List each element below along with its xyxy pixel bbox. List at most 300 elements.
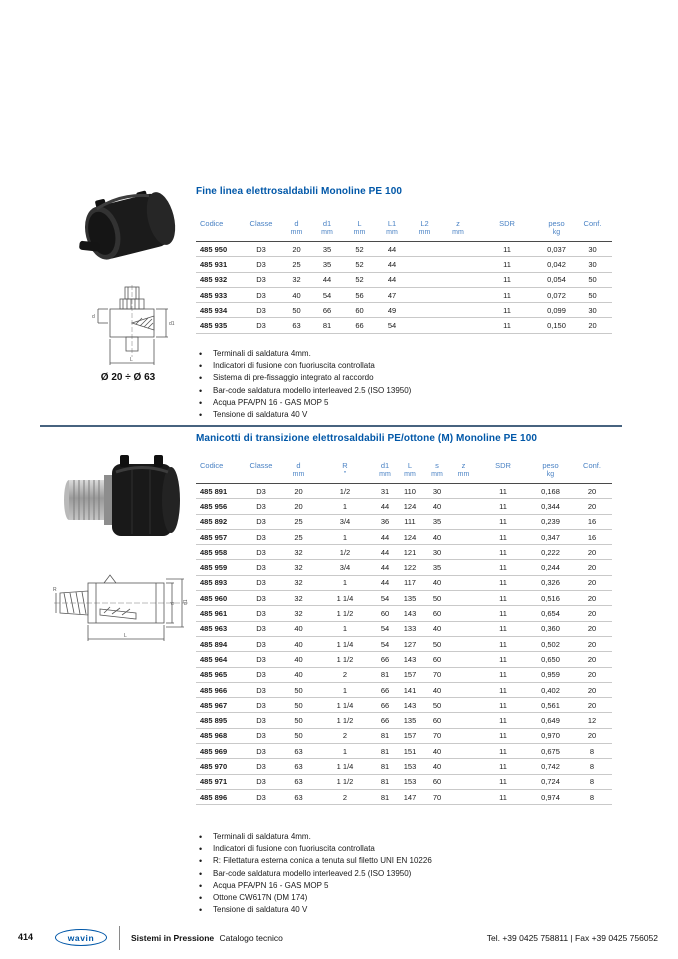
note-item: • Indicatori di fusione con fuoriuscita controllata <box>198 360 622 372</box>
page-footer <box>0 922 678 959</box>
value-cell: 0,650 <box>529 652 572 667</box>
coupling-drawing-graphic <box>52 553 190 653</box>
value-cell <box>407 257 442 272</box>
column-header: d1 mm <box>312 214 342 242</box>
value-cell: 11 <box>477 621 529 636</box>
value-cell: 54 <box>374 621 396 636</box>
value-cell: 40 <box>424 744 450 759</box>
table-row <box>196 606 612 621</box>
value-cell: 11 <box>477 606 529 621</box>
value-cell: 1 <box>316 575 374 590</box>
column-header: s mm <box>424 456 450 484</box>
transition-coupling-product-photo <box>60 450 182 548</box>
value-cell: 50 <box>573 272 612 287</box>
footer-divider <box>119 926 120 950</box>
table-row <box>196 242 612 257</box>
value-cell: 0,561 <box>529 698 572 713</box>
value-cell: 30 <box>424 484 450 499</box>
code-cell: 485 959 <box>196 560 241 575</box>
value-cell: 0,502 <box>529 636 572 651</box>
value-cell: 143 <box>396 652 424 667</box>
value-cell: 25 <box>281 257 312 272</box>
section-divider-rule <box>40 425 622 427</box>
value-cell: 49 <box>377 303 407 318</box>
value-cell: D3 <box>241 759 281 774</box>
value-cell: 70 <box>424 789 450 804</box>
value-cell: 30 <box>573 257 612 272</box>
value-cell: 8 <box>572 759 612 774</box>
value-cell <box>442 318 474 333</box>
value-cell: 20 <box>572 545 612 560</box>
value-cell: 40 <box>281 636 316 651</box>
column-header: Conf. <box>572 456 612 484</box>
value-cell: 0,959 <box>529 667 572 682</box>
column-header: d mm <box>281 214 312 242</box>
table-row <box>196 560 612 575</box>
value-cell: 0,516 <box>529 591 572 606</box>
value-cell <box>450 499 477 514</box>
value-cell: 50 <box>424 698 450 713</box>
value-cell <box>407 242 442 257</box>
value-cell: 127 <box>396 636 424 651</box>
value-cell: 20 <box>281 499 316 514</box>
column-header: SDR <box>474 214 540 242</box>
value-cell: 20 <box>572 636 612 651</box>
value-cell: 11 <box>477 713 529 728</box>
table-row <box>196 621 612 636</box>
table-row <box>196 713 612 728</box>
value-cell: 60 <box>424 606 450 621</box>
note-item: • Bar-code saldatura modello interleaved 2.5 (ISO 13950) <box>198 868 622 880</box>
table-row <box>196 529 612 544</box>
value-cell: 1 1/2 <box>316 774 374 789</box>
table-row <box>196 257 612 272</box>
table-row <box>196 484 612 499</box>
note-item: • Bar-code saldatura modello interleaved 2.5 (ISO 13950) <box>198 385 622 397</box>
value-cell: 44 <box>374 499 396 514</box>
value-cell: 20 <box>572 560 612 575</box>
value-cell: 60 <box>374 606 396 621</box>
value-cell: 40 <box>281 621 316 636</box>
value-cell: 11 <box>477 652 529 667</box>
end-cap-product-photo <box>72 188 182 266</box>
note-item: • Terminali di saldatura 4mm. <box>198 831 622 843</box>
value-cell: D3 <box>241 636 281 651</box>
value-cell: 0,974 <box>529 789 572 804</box>
value-cell: 0,037 <box>540 242 573 257</box>
code-cell: 485 966 <box>196 682 241 697</box>
value-cell: D3 <box>241 484 281 499</box>
value-cell: 32 <box>281 560 316 575</box>
value-cell <box>450 713 477 728</box>
value-cell: 8 <box>572 774 612 789</box>
wavin-logo-text: wavin <box>67 932 95 943</box>
code-cell: 485 957 <box>196 529 241 544</box>
value-cell: 0,970 <box>529 728 572 743</box>
code-cell: 485 963 <box>196 621 241 636</box>
note-item: • Ottone CW617N (DM 174) <box>198 892 622 904</box>
value-cell: 40 <box>424 499 450 514</box>
value-cell: 44 <box>312 272 342 287</box>
value-cell: 32 <box>281 606 316 621</box>
value-cell: 50 <box>281 713 316 728</box>
value-cell: 20 <box>572 652 612 667</box>
code-cell: 485 894 <box>196 636 241 651</box>
value-cell: D3 <box>241 242 281 257</box>
value-cell: 157 <box>396 667 424 682</box>
svg-text:d1: d1 <box>169 321 175 327</box>
code-cell: 485 960 <box>196 591 241 606</box>
note-item: • Sistema di pre-fissaggio integrato al raccordo <box>198 372 622 384</box>
value-cell: 11 <box>477 667 529 682</box>
value-cell <box>450 744 477 759</box>
value-cell: D3 <box>241 591 281 606</box>
value-cell: 54 <box>312 287 342 302</box>
value-cell: 60 <box>424 774 450 789</box>
value-cell: 20 <box>572 499 612 514</box>
value-cell <box>450 774 477 789</box>
code-cell: 485 961 <box>196 606 241 621</box>
table-row <box>196 774 612 789</box>
code-cell: 485 893 <box>196 575 241 590</box>
value-cell <box>450 560 477 575</box>
value-cell: D3 <box>241 698 281 713</box>
value-cell: 133 <box>396 621 424 636</box>
code-cell: 485 931 <box>196 257 241 272</box>
value-cell <box>450 545 477 560</box>
value-cell: 0,326 <box>529 575 572 590</box>
column-header: Classe <box>241 214 281 242</box>
note-item: • R: Filettatura esterna conica a tenuta sul filetto UNI EN 10226 <box>198 855 622 867</box>
value-cell: 20 <box>281 242 312 257</box>
value-cell: D3 <box>241 606 281 621</box>
value-cell: 11 <box>477 728 529 743</box>
value-cell: 11 <box>477 499 529 514</box>
column-header: L2 mm <box>407 214 442 242</box>
value-cell: D3 <box>241 682 281 697</box>
value-cell <box>407 287 442 302</box>
value-cell: D3 <box>241 257 281 272</box>
value-cell <box>450 529 477 544</box>
value-cell: 0,649 <box>529 713 572 728</box>
section2-notes <box>198 831 622 916</box>
value-cell: 1/2 <box>316 484 374 499</box>
catalog-series-label <box>131 933 283 943</box>
column-header: Conf. <box>573 214 612 242</box>
value-cell <box>442 272 474 287</box>
value-cell <box>450 667 477 682</box>
note-item: • Terminali di saldatura 4mm. <box>198 348 622 360</box>
value-cell: 66 <box>374 713 396 728</box>
code-cell: 485 934 <box>196 303 241 318</box>
value-cell: D3 <box>241 499 281 514</box>
value-cell: 35 <box>424 560 450 575</box>
value-cell: 44 <box>377 272 407 287</box>
value-cell: 1 1/4 <box>316 759 374 774</box>
value-cell: 135 <box>396 591 424 606</box>
value-cell: 40 <box>281 667 316 682</box>
value-cell: 0,675 <box>529 744 572 759</box>
series-subtitle: Catalogo tecnico <box>219 933 283 943</box>
value-cell: 1 1/4 <box>316 698 374 713</box>
value-cell: 0,344 <box>529 499 572 514</box>
value-cell: 0,402 <box>529 682 572 697</box>
table-row <box>196 682 612 697</box>
value-cell: 11 <box>477 575 529 590</box>
value-cell: 60 <box>424 652 450 667</box>
svg-text:d: d <box>170 602 176 605</box>
value-cell: 30 <box>573 303 612 318</box>
value-cell: 40 <box>281 652 316 667</box>
value-cell: 54 <box>374 636 396 651</box>
value-cell: 1 1/2 <box>316 652 374 667</box>
value-cell: 2 <box>316 667 374 682</box>
value-cell: D3 <box>241 560 281 575</box>
value-cell: 0,042 <box>540 257 573 272</box>
code-cell: 485 891 <box>196 484 241 499</box>
value-cell: 63 <box>281 759 316 774</box>
value-cell: 44 <box>377 257 407 272</box>
value-cell: D3 <box>241 728 281 743</box>
table-row <box>196 636 612 651</box>
value-cell: 12 <box>572 713 612 728</box>
table-row <box>196 759 612 774</box>
value-cell: 11 <box>477 514 529 529</box>
value-cell: 63 <box>281 789 316 804</box>
value-cell <box>450 575 477 590</box>
value-cell: 1 1/2 <box>316 606 374 621</box>
value-cell: 0,724 <box>529 774 572 789</box>
value-cell: 50 <box>281 698 316 713</box>
value-cell <box>407 272 442 287</box>
value-cell: 16 <box>572 529 612 544</box>
column-header: SDR <box>477 456 529 484</box>
value-cell: 11 <box>477 789 529 804</box>
value-cell: 141 <box>396 682 424 697</box>
value-cell: 32 <box>281 575 316 590</box>
value-cell: D3 <box>241 744 281 759</box>
value-cell: 2 <box>316 789 374 804</box>
value-cell: 50 <box>281 728 316 743</box>
value-cell <box>450 682 477 697</box>
value-cell: D3 <box>241 575 281 590</box>
value-cell: 50 <box>573 287 612 302</box>
table-row <box>196 545 612 560</box>
value-cell: 11 <box>474 287 540 302</box>
value-cell: 81 <box>374 667 396 682</box>
fine-linea-table <box>196 214 612 334</box>
value-cell: 11 <box>474 242 540 257</box>
table-row <box>196 652 612 667</box>
value-cell <box>407 318 442 333</box>
value-cell: 157 <box>396 728 424 743</box>
value-cell: 66 <box>374 652 396 667</box>
value-cell: 20 <box>572 591 612 606</box>
value-cell: 50 <box>281 682 316 697</box>
value-cell: 0,742 <box>529 759 572 774</box>
code-cell: 485 896 <box>196 789 241 804</box>
value-cell <box>407 303 442 318</box>
svg-text:R: R <box>53 587 57 593</box>
value-cell: 0,654 <box>529 606 572 621</box>
value-cell: 124 <box>396 499 424 514</box>
column-header: z mm <box>442 214 474 242</box>
value-cell: 40 <box>424 575 450 590</box>
value-cell: 0,347 <box>529 529 572 544</box>
value-cell: 31 <box>374 484 396 499</box>
column-header: L mm <box>342 214 377 242</box>
value-cell: 16 <box>572 514 612 529</box>
value-cell: 20 <box>572 682 612 697</box>
value-cell: 151 <box>396 744 424 759</box>
value-cell: 66 <box>374 698 396 713</box>
value-cell <box>450 484 477 499</box>
table-row <box>196 499 612 514</box>
value-cell: 54 <box>377 318 407 333</box>
value-cell: 66 <box>342 318 377 333</box>
svg-text:L: L <box>124 633 127 639</box>
value-cell: 1 <box>316 682 374 697</box>
column-header: d1 mm <box>374 456 396 484</box>
value-cell <box>442 287 474 302</box>
code-cell: 485 967 <box>196 698 241 713</box>
table-row <box>196 591 612 606</box>
code-cell: 485 964 <box>196 652 241 667</box>
value-cell: 3/4 <box>316 514 374 529</box>
value-cell: 11 <box>477 698 529 713</box>
value-cell: 1 1/4 <box>316 636 374 651</box>
value-cell: 0,072 <box>540 287 573 302</box>
svg-text:d: d <box>92 314 95 320</box>
value-cell: 40 <box>424 759 450 774</box>
code-cell: 485 895 <box>196 713 241 728</box>
value-cell: D3 <box>241 529 281 544</box>
value-cell <box>450 514 477 529</box>
value-cell: 35 <box>312 242 342 257</box>
value-cell: 81 <box>374 744 396 759</box>
value-cell: 32 <box>281 545 316 560</box>
end-cap-technical-drawing <box>82 283 182 371</box>
code-cell: 485 969 <box>196 744 241 759</box>
value-cell <box>450 698 477 713</box>
series-name: Sistemi in Pressione <box>131 933 215 943</box>
value-cell <box>450 789 477 804</box>
value-cell: 11 <box>477 591 529 606</box>
value-cell <box>450 606 477 621</box>
value-cell: 111 <box>396 514 424 529</box>
value-cell: 20 <box>573 318 612 333</box>
column-header: peso kg <box>540 214 573 242</box>
value-cell: 110 <box>396 484 424 499</box>
value-cell: 11 <box>477 744 529 759</box>
value-cell: 30 <box>573 242 612 257</box>
value-cell: 81 <box>374 759 396 774</box>
svg-text:L: L <box>130 357 133 363</box>
value-cell: 30 <box>424 545 450 560</box>
section1-notes <box>198 348 622 421</box>
value-cell: 81 <box>374 728 396 743</box>
value-cell: 47 <box>377 287 407 302</box>
transition-coupling-technical-drawing <box>52 553 190 653</box>
value-cell: 117 <box>396 575 424 590</box>
value-cell: 153 <box>396 759 424 774</box>
table-row <box>196 728 612 743</box>
value-cell: 1 <box>316 744 374 759</box>
value-cell: 11 <box>477 529 529 544</box>
value-cell: 81 <box>312 318 342 333</box>
wavin-logo <box>55 929 107 946</box>
column-header: Classe <box>241 456 281 484</box>
value-cell: 44 <box>374 529 396 544</box>
column-header: z mm <box>450 456 477 484</box>
end-cap-photo-graphic <box>72 188 182 266</box>
value-cell: 66 <box>374 682 396 697</box>
value-cell: 52 <box>342 272 377 287</box>
value-cell: 1 1/2 <box>316 713 374 728</box>
contact-info: Tel. +39 0425 758811 | Fax +39 0425 756052 <box>486 933 658 943</box>
value-cell: 81 <box>374 774 396 789</box>
value-cell: D3 <box>241 652 281 667</box>
code-cell: 485 892 <box>196 514 241 529</box>
value-cell: 0,222 <box>529 545 572 560</box>
value-cell: 20 <box>281 484 316 499</box>
value-cell <box>450 652 477 667</box>
code-cell: 485 950 <box>196 242 241 257</box>
value-cell <box>450 621 477 636</box>
value-cell: 0,054 <box>540 272 573 287</box>
value-cell: 63 <box>281 744 316 759</box>
value-cell: 40 <box>424 621 450 636</box>
value-cell: 20 <box>572 606 612 621</box>
column-header: d mm <box>281 456 316 484</box>
svg-text:d1: d1 <box>183 599 189 605</box>
value-cell: 11 <box>477 484 529 499</box>
value-cell: 11 <box>474 272 540 287</box>
table-row <box>196 698 612 713</box>
value-cell: D3 <box>241 621 281 636</box>
value-cell: 11 <box>474 257 540 272</box>
value-cell: 40 <box>424 529 450 544</box>
column-header: Codice <box>196 214 241 242</box>
column-header: peso kg <box>529 456 572 484</box>
value-cell <box>450 636 477 651</box>
value-cell: 0,239 <box>529 514 572 529</box>
column-header: L mm <box>396 456 424 484</box>
table-row <box>196 514 612 529</box>
section2-title: Manicotti di transizione elettrosaldabili PE/ottone (M) Monoline PE 100 <box>196 433 538 444</box>
code-cell: 485 958 <box>196 545 241 560</box>
value-cell: 20 <box>572 575 612 590</box>
value-cell: D3 <box>241 713 281 728</box>
value-cell: 8 <box>572 789 612 804</box>
value-cell: D3 <box>241 514 281 529</box>
value-cell: D3 <box>241 667 281 682</box>
value-cell: 1/2 <box>316 545 374 560</box>
value-cell: 8 <box>572 744 612 759</box>
value-cell: D3 <box>241 287 281 302</box>
value-cell: 1 <box>316 499 374 514</box>
value-cell: 60 <box>342 303 377 318</box>
diameter-range-label: Ø 20 ÷ Ø 63 <box>100 372 156 383</box>
value-cell: 44 <box>374 545 396 560</box>
note-item: • Tensione di saldatura 40 V <box>198 409 622 421</box>
value-cell: 63 <box>281 318 312 333</box>
value-cell: 143 <box>396 606 424 621</box>
value-cell <box>450 591 477 606</box>
value-cell: 60 <box>424 713 450 728</box>
value-cell: 40 <box>424 682 450 697</box>
note-item: • Acqua PFA/PN 16 - GAS MOP 5 <box>198 880 622 892</box>
